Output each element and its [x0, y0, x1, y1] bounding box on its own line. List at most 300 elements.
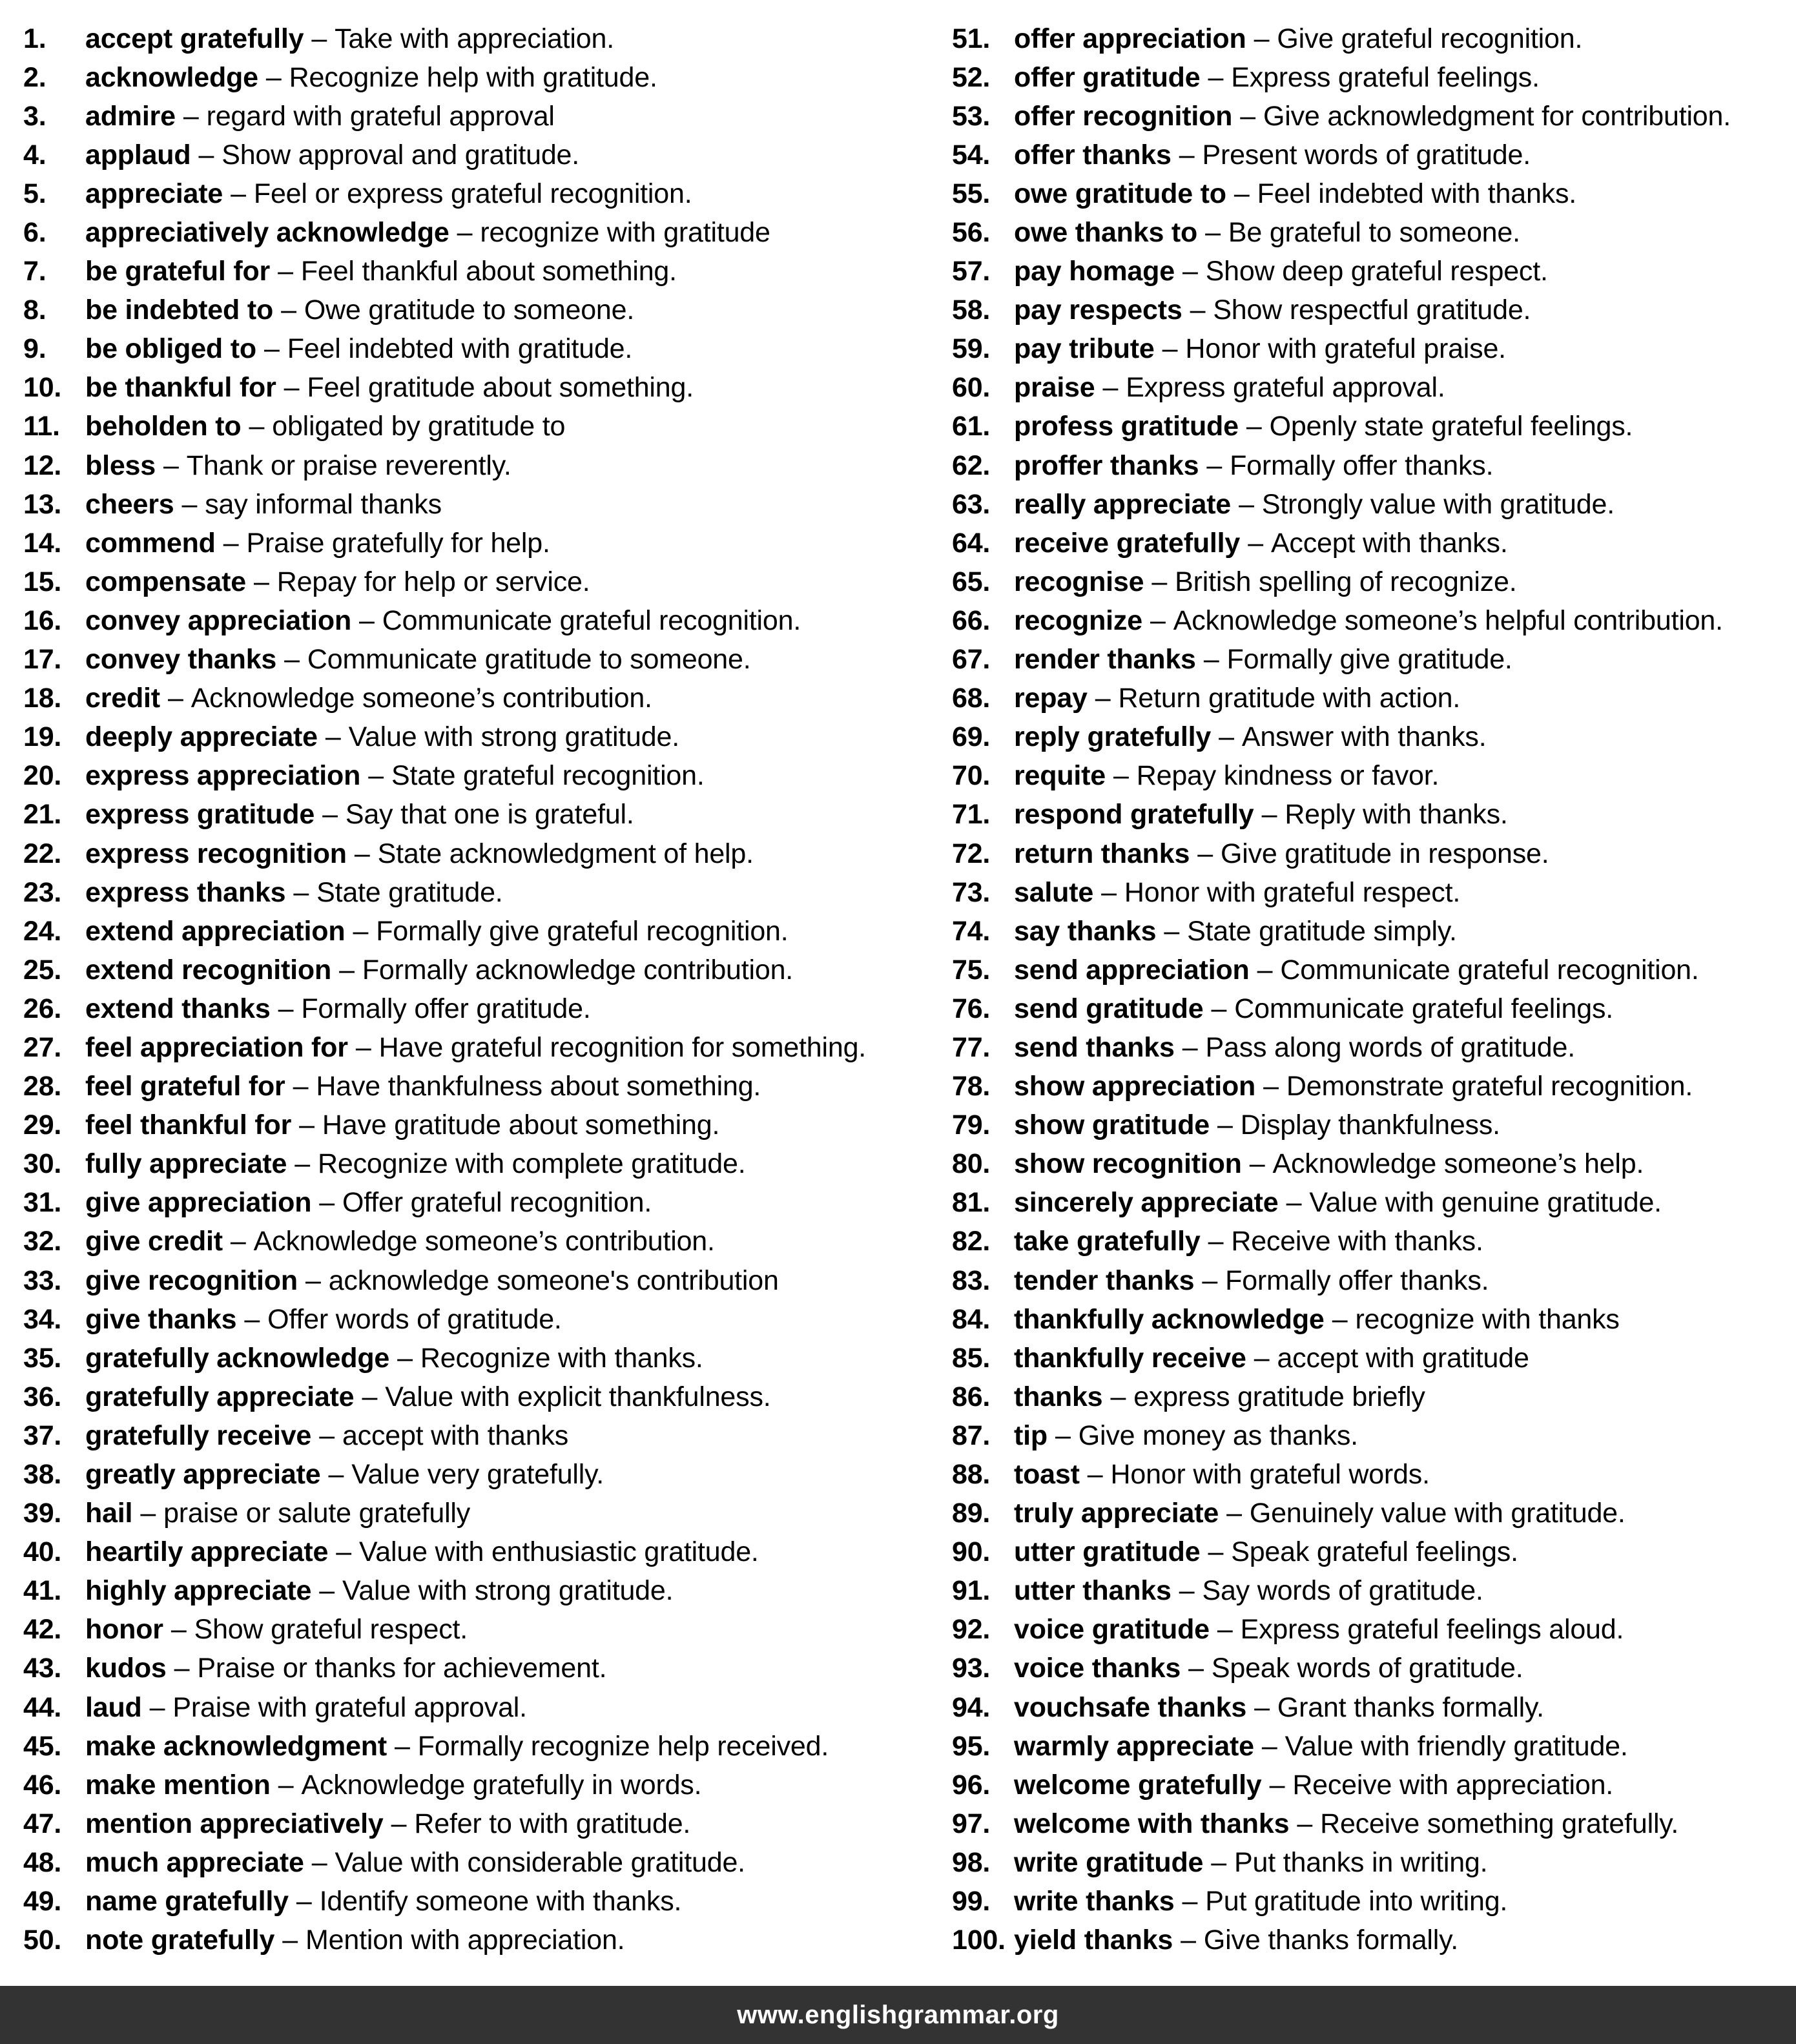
item-number: 65. [952, 566, 991, 597]
item-separator: – [354, 838, 370, 869]
item-definition: Have gratitude about something. [322, 1110, 720, 1141]
item-definition: Formally give gratitude. [1226, 644, 1512, 676]
list-item [952, 1028, 1785, 1067]
item-term: reply gratefully [1014, 721, 1212, 753]
item-definition: Be grateful to someone. [1228, 217, 1520, 249]
list-item [23, 679, 927, 718]
list-item [952, 1184, 1785, 1223]
item-number: 8. [23, 294, 46, 326]
list-item [23, 1766, 927, 1804]
item-definition: Value very gratefully. [351, 1459, 604, 1491]
item-separator: – [1181, 1925, 1196, 1956]
item-term: highly appreciate [85, 1575, 312, 1607]
item-separator: – [1087, 1459, 1103, 1491]
item-definition: Give acknowledgment for contribution. [1263, 100, 1731, 132]
list-item [23, 213, 927, 252]
item-number: 20. [23, 760, 62, 792]
item-separator: – [1211, 993, 1227, 1024]
item-definition: Grant thanks formally. [1277, 1691, 1544, 1723]
item-definition: Show respectful gratitude. [1213, 294, 1531, 326]
item-definition: Formally give grateful recognition. [376, 915, 789, 947]
item-term: mention appreciatively [85, 1808, 384, 1839]
list-item [23, 989, 927, 1028]
item-definition: Recognize with complete gratitude. [318, 1148, 746, 1180]
item-separator: – [336, 1536, 351, 1568]
item-definition: Feel gratitude about something. [307, 372, 694, 404]
list-item [23, 524, 927, 563]
item-separator: – [1219, 721, 1234, 753]
item-separator: – [1113, 760, 1129, 792]
item-term: be obliged to [85, 333, 256, 365]
item-number: 61. [952, 411, 991, 442]
list-item [23, 253, 927, 291]
list-item [952, 19, 1785, 58]
item-term: offer thanks [1014, 139, 1172, 170]
item-definition: Formally recognize help received. [417, 1730, 829, 1762]
item-term: give thanks [85, 1303, 237, 1335]
item-term: laud [85, 1691, 142, 1723]
item-definition: Formally offer thanks. [1230, 449, 1494, 481]
item-separator: – [1162, 333, 1178, 365]
list-item [23, 1068, 927, 1106]
list-item [23, 408, 927, 446]
item-definition: Display thankfulness. [1240, 1110, 1500, 1141]
item-definition: Accept with thanks. [1270, 527, 1508, 559]
item-term: fully appreciate [85, 1148, 287, 1180]
item-separator: – [1206, 449, 1223, 481]
item-definition: Feel thankful about something. [300, 256, 677, 287]
item-number: 54. [952, 139, 991, 170]
item-number: 35. [23, 1342, 62, 1374]
item-term: really appreciate [1014, 488, 1232, 520]
item-number: 78. [952, 1071, 991, 1102]
list-item [952, 1300, 1785, 1339]
list-item [952, 1494, 1785, 1533]
item-separator: – [1101, 876, 1117, 908]
item-number: 21. [23, 799, 62, 831]
item-separator: – [183, 100, 199, 132]
item-term: commend [85, 527, 216, 559]
item-separator: – [149, 1691, 165, 1723]
item-separator: – [359, 604, 375, 636]
item-term: pay respects [1014, 294, 1182, 326]
item-number: 56. [952, 217, 991, 249]
list-item [23, 1300, 927, 1339]
list-item [23, 1494, 927, 1533]
item-definition: Put gratitude into writing. [1205, 1886, 1508, 1917]
list-item [952, 1572, 1785, 1611]
item-separator: – [284, 644, 300, 676]
item-term: toast [1014, 1459, 1080, 1491]
item-definition: praise or salute gratefully [163, 1498, 471, 1529]
item-separator: – [319, 1187, 335, 1219]
item-term: render thanks [1014, 644, 1196, 676]
item-term: convey thanks [85, 644, 277, 676]
item-separator: – [1226, 1498, 1242, 1529]
item-number: 10. [23, 372, 62, 404]
item-definition: Give gratitude in response. [1220, 838, 1549, 869]
list-item [952, 1068, 1785, 1106]
item-term: greatly appreciate [85, 1459, 321, 1491]
item-number: 38. [23, 1459, 62, 1491]
item-separator: – [253, 566, 269, 597]
item-term: extend recognition [85, 954, 332, 986]
item-number: 50. [23, 1925, 62, 1956]
item-term: welcome with thanks [1014, 1808, 1290, 1839]
item-definition: State acknowledgment of help. [377, 838, 754, 869]
item-term: voice thanks [1014, 1653, 1181, 1684]
item-term: be grateful for [85, 256, 271, 287]
item-term: be thankful for [85, 372, 276, 404]
item-number: 13. [23, 488, 62, 520]
item-term: compensate [85, 566, 246, 597]
list-item [952, 718, 1785, 757]
item-definition: Openly state grateful feelings. [1269, 411, 1633, 442]
item-number: 27. [23, 1031, 62, 1063]
item-number: 97. [952, 1808, 991, 1839]
item-number: 60. [952, 372, 991, 404]
item-definition: Give money as thanks. [1078, 1419, 1358, 1451]
item-separator: – [322, 799, 338, 831]
item-separator: – [1188, 1653, 1204, 1684]
list-item [952, 485, 1785, 524]
item-separator: – [391, 1808, 407, 1839]
item-number: 77. [952, 1031, 991, 1063]
item-number: 92. [952, 1614, 991, 1646]
item-definition: State grateful recognition. [391, 760, 705, 792]
item-separator: – [1164, 915, 1180, 947]
item-number: 100. [952, 1925, 1006, 1956]
item-definition: acknowledge someone's contribution [328, 1265, 779, 1296]
item-separator: – [1179, 139, 1195, 170]
item-term: show appreciation [1014, 1071, 1256, 1102]
item-number: 24. [23, 915, 62, 947]
list-item [23, 1416, 927, 1455]
item-definition: Recognize with thanks. [420, 1342, 703, 1374]
item-number: 15. [23, 566, 62, 597]
list-item [952, 1223, 1785, 1261]
item-number: 40. [23, 1536, 62, 1568]
item-number: 36. [23, 1381, 62, 1412]
item-term: recognise [1014, 566, 1144, 597]
item-number: 26. [23, 993, 62, 1024]
item-definition: Show approval and gratitude. [222, 139, 580, 170]
item-number: 6. [23, 217, 46, 249]
item-separator: – [457, 217, 473, 249]
item-definition: Acknowledge someone’s help. [1272, 1148, 1644, 1180]
item-definition: Value with explicit thankfulness. [385, 1381, 771, 1412]
item-definition: Reply with thanks. [1285, 799, 1508, 831]
item-term: requite [1014, 760, 1106, 792]
item-number: 12. [23, 449, 62, 481]
item-separator: – [1110, 1381, 1126, 1412]
item-separator: – [1254, 1342, 1270, 1374]
item-term: much appreciate [85, 1846, 304, 1878]
item-number: 46. [23, 1769, 62, 1801]
item-term: give recognition [85, 1265, 298, 1296]
list-item [23, 1727, 927, 1766]
list-item [23, 1106, 927, 1145]
item-definition: Express grateful feelings. [1231, 61, 1540, 93]
list-item [23, 1223, 927, 1261]
item-definition: Praise with grateful approval. [172, 1691, 527, 1723]
item-separator: – [1254, 23, 1270, 54]
item-definition: Acknowledge someone’s contribution. [253, 1226, 715, 1257]
item-number: 59. [952, 333, 991, 365]
item-separator: – [1332, 1303, 1348, 1335]
list-item [23, 1184, 927, 1223]
item-separator: – [1217, 1614, 1233, 1646]
item-term: feel appreciation for [85, 1031, 348, 1063]
item-term: name gratefully [85, 1886, 289, 1917]
item-definition: Receive with appreciation. [1292, 1769, 1614, 1801]
item-number: 48. [23, 1846, 62, 1878]
item-separator: – [244, 1303, 260, 1335]
item-term: offer appreciation [1014, 23, 1246, 54]
item-term: feel grateful for [85, 1071, 285, 1102]
item-term: vouchsafe thanks [1014, 1691, 1247, 1723]
list-item [952, 330, 1785, 369]
item-number: 45. [23, 1730, 62, 1762]
item-term: applaud [85, 139, 191, 170]
list-item [23, 641, 927, 679]
item-separator: – [299, 1110, 315, 1141]
item-term: express thanks [85, 876, 286, 908]
item-definition: recognize with thanks [1355, 1303, 1620, 1335]
item-term: offer gratitude [1014, 61, 1201, 93]
item-number: 58. [952, 294, 991, 326]
item-separator: – [278, 1769, 294, 1801]
item-definition: Put thanks in writing. [1234, 1846, 1488, 1878]
item-term: say thanks [1014, 915, 1157, 947]
item-definition: recognize with gratitude [480, 217, 770, 249]
item-separator: – [174, 1653, 190, 1684]
item-separator: – [1202, 1265, 1218, 1296]
item-definition: Offer grateful recognition. [342, 1187, 652, 1219]
item-separator: – [325, 721, 341, 753]
item-number: 89. [952, 1498, 991, 1529]
item-term: proffer thanks [1014, 449, 1199, 481]
item-separator: – [1239, 488, 1254, 520]
item-number: 43. [23, 1653, 62, 1684]
item-separator: – [319, 1419, 335, 1451]
item-term: utter gratitude [1014, 1536, 1201, 1568]
item-term: show recognition [1014, 1148, 1242, 1180]
list-item [952, 1843, 1785, 1882]
list-item [952, 1378, 1785, 1416]
item-number: 68. [952, 683, 991, 714]
item-number: 62. [952, 449, 991, 481]
item-definition: Formally offer thanks. [1225, 1265, 1489, 1296]
list-item [23, 1843, 927, 1882]
item-number: 25. [23, 954, 62, 986]
item-definition: Take with appreciation. [335, 23, 614, 54]
list-item [23, 834, 927, 873]
item-number: 23. [23, 876, 62, 908]
list-item [952, 834, 1785, 873]
item-number: 76. [952, 993, 991, 1024]
item-term: write gratitude [1014, 1846, 1204, 1878]
item-separator: – [278, 256, 293, 287]
list-item [23, 446, 927, 485]
item-term: warmly appreciate [1014, 1730, 1254, 1762]
item-definition: express gratitude briefly [1133, 1381, 1425, 1412]
item-number: 51. [952, 23, 991, 54]
list-item [23, 1028, 927, 1067]
item-number: 96. [952, 1769, 991, 1801]
item-term: respond gratefully [1014, 799, 1254, 831]
item-term: owe thanks to [1014, 217, 1198, 249]
item-separator: – [1179, 1575, 1195, 1607]
item-term: cheers [85, 488, 174, 520]
list-item [952, 873, 1785, 912]
item-definition: Praise gratefully for help. [246, 527, 550, 559]
item-separator: – [1150, 604, 1166, 636]
item-separator: – [319, 1575, 335, 1607]
item-definition: Value with strong gratitude. [342, 1575, 674, 1607]
item-separator: – [1208, 1226, 1224, 1257]
item-term: extend thanks [85, 993, 271, 1024]
item-term: send appreciation [1014, 954, 1250, 986]
list-item [952, 524, 1785, 563]
list-item [23, 912, 927, 951]
item-term: give credit [85, 1226, 223, 1257]
item-term: recognize [1014, 604, 1142, 636]
item-number: 79. [952, 1110, 991, 1141]
item-term: express recognition [85, 838, 347, 869]
item-number: 14. [23, 527, 62, 559]
item-definition: Identify someone with thanks. [319, 1886, 682, 1917]
list-item [23, 1261, 927, 1300]
item-definition: Give grateful recognition. [1277, 23, 1583, 54]
item-definition: Praise or thanks for achievement. [197, 1653, 607, 1684]
item-separator: – [281, 294, 296, 326]
item-separator: – [1203, 644, 1219, 676]
item-separator: – [1197, 838, 1213, 869]
item-term: make acknowledgment [85, 1730, 387, 1762]
item-number: 41. [23, 1575, 62, 1607]
item-number: 39. [23, 1498, 62, 1529]
item-definition: Speak words of gratitude. [1211, 1653, 1523, 1684]
item-term: repay [1014, 683, 1088, 714]
item-number: 34. [23, 1303, 62, 1335]
item-definition: Pass along words of gratitude. [1205, 1031, 1575, 1063]
item-separator: – [1269, 1769, 1285, 1801]
item-term: thanks [1014, 1381, 1103, 1412]
item-separator: – [1151, 566, 1168, 597]
item-definition: Genuinely value with gratitude. [1249, 1498, 1626, 1529]
item-term: be indebted to [85, 294, 274, 326]
list-item [952, 174, 1785, 213]
item-number: 70. [952, 760, 991, 792]
footer-website: www.englishgrammar.org [737, 2000, 1059, 2029]
item-separator: – [1190, 294, 1206, 326]
item-term: sincerely appreciate [1014, 1187, 1279, 1219]
item-number: 53. [952, 100, 991, 132]
item-separator: – [1233, 178, 1250, 209]
item-definition: Repay for help or service. [276, 566, 590, 597]
item-number: 90. [952, 1536, 991, 1568]
item-number: 32. [23, 1226, 62, 1257]
list-item [23, 1804, 927, 1843]
list-item [23, 1921, 927, 1960]
item-definition: Return gratitude with action. [1118, 683, 1461, 714]
item-number: 83. [952, 1265, 991, 1296]
item-term: express gratitude [85, 799, 315, 831]
item-term: pay homage [1014, 256, 1175, 287]
item-definition: accept with thanks [342, 1419, 569, 1451]
item-separator: – [198, 139, 214, 170]
item-term: heartily appreciate [85, 1536, 329, 1568]
item-number: 3. [23, 100, 46, 132]
item-term: voice gratitude [1014, 1614, 1210, 1646]
item-separator: – [265, 61, 282, 93]
item-number: 30. [23, 1148, 62, 1180]
item-number: 31. [23, 1187, 62, 1219]
list-item [23, 136, 927, 174]
item-term: tip [1014, 1419, 1048, 1451]
item-number: 94. [952, 1691, 991, 1723]
item-term: send gratitude [1014, 993, 1204, 1024]
item-number: 88. [952, 1459, 991, 1491]
item-number: 82. [952, 1226, 991, 1257]
list-item [23, 1145, 927, 1184]
item-separator: – [1240, 100, 1255, 132]
item-separator: – [1095, 683, 1111, 714]
item-term: express appreciation [85, 760, 361, 792]
item-definition: Feel indebted with gratitude. [287, 333, 633, 365]
item-term: salute [1014, 876, 1094, 908]
item-number: 64. [952, 527, 991, 559]
item-number: 18. [23, 683, 62, 714]
item-definition: obligated by gratitude to [272, 411, 566, 442]
item-separator: – [167, 683, 183, 714]
item-term: yield thanks [1014, 1925, 1173, 1956]
item-number: 95. [952, 1730, 991, 1762]
list-item [23, 1533, 927, 1572]
item-definition: accept with gratitude [1277, 1342, 1529, 1374]
item-number: 85. [952, 1342, 991, 1374]
item-term: truly appreciate [1014, 1498, 1219, 1529]
item-separator: – [1263, 1071, 1279, 1102]
item-separator: – [1217, 1110, 1233, 1141]
item-definition: Honor with grateful respect. [1124, 876, 1461, 908]
item-separator: – [1249, 1148, 1265, 1180]
item-separator: – [1182, 1886, 1198, 1917]
item-definition: Value with considerable gratitude. [335, 1846, 745, 1878]
item-number: 16. [23, 604, 62, 636]
item-number: 9. [23, 333, 46, 365]
item-definition: Say that one is grateful. [345, 799, 634, 831]
list-item [952, 97, 1785, 136]
list-item [23, 291, 927, 330]
item-separator: – [1182, 256, 1198, 287]
item-definition: Show grateful respect. [194, 1614, 468, 1646]
item-definition: Owe gratitude to someone. [304, 294, 635, 326]
item-separator: – [368, 760, 384, 792]
list-item [952, 641, 1785, 679]
item-number: 29. [23, 1110, 62, 1141]
item-separator: – [1297, 1808, 1313, 1839]
item-number: 91. [952, 1575, 991, 1607]
item-definition: Strongly value with gratitude. [1261, 488, 1615, 520]
item-number: 7. [23, 256, 46, 287]
list-item [23, 796, 927, 834]
list-item [952, 1688, 1785, 1727]
item-number: 37. [23, 1419, 62, 1451]
item-definition: Feel indebted with thanks. [1257, 178, 1577, 209]
item-definition: Have thankfulness about something. [316, 1071, 761, 1102]
